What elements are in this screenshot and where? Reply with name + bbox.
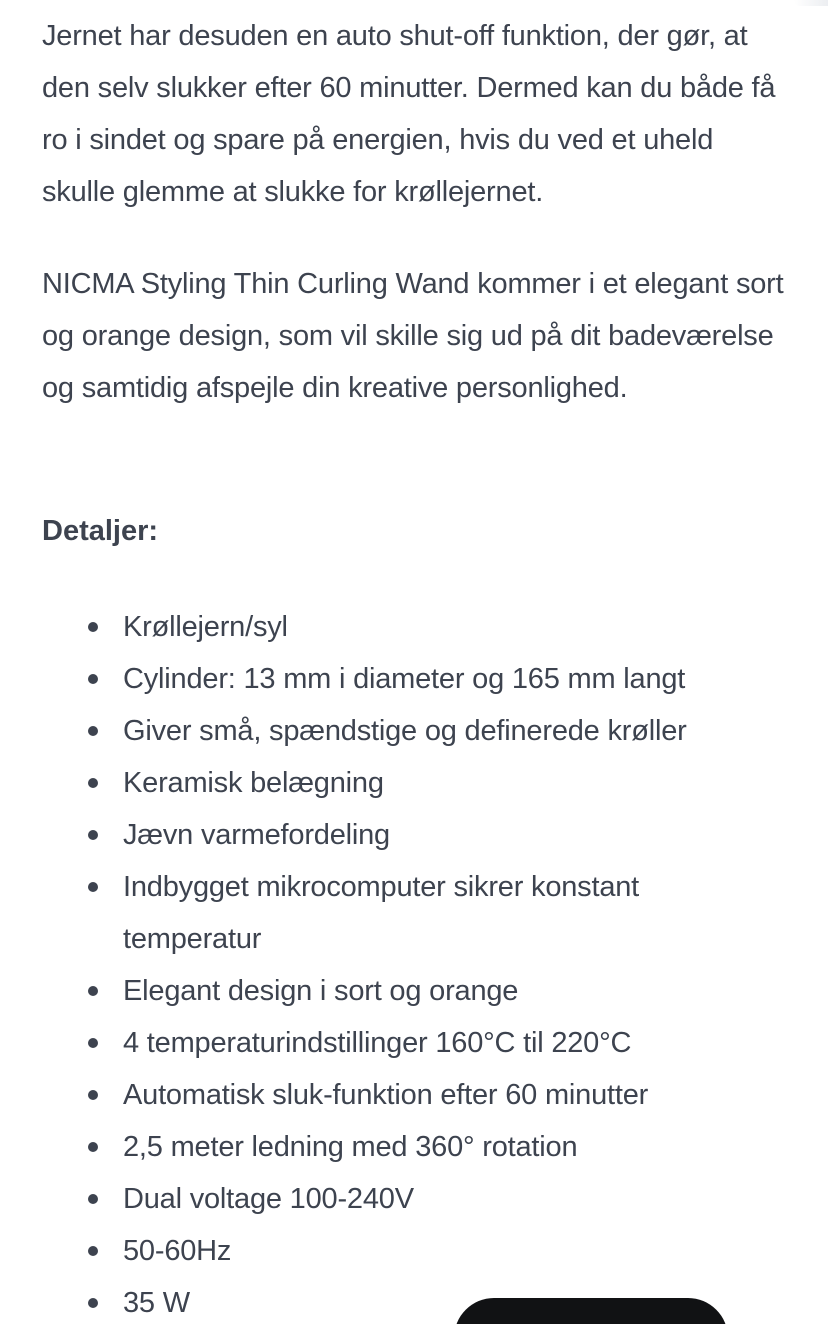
bullet-icon: [88, 1038, 98, 1048]
list-item: [42, 965, 742, 1017]
bullet-icon: [88, 1246, 98, 1256]
bullet-icon: [88, 986, 98, 996]
list-item-text: Indbygget mikrocomputer sikrer konstant temperatur: [123, 871, 640, 955]
list-item-text: Keramisk belægning: [123, 767, 384, 799]
bullet-icon: [88, 1194, 98, 1204]
list-item: [42, 757, 742, 809]
list-item: [42, 1069, 742, 1121]
list-item: [42, 1017, 742, 1069]
bullet-icon: [88, 1090, 98, 1100]
list-item: [42, 1121, 742, 1173]
list-item-text: 2,5 meter ledning med 360° rotation: [123, 1131, 578, 1163]
list-item-text: Krøllejern/syl: [123, 611, 288, 643]
bullet-icon: [88, 1298, 98, 1308]
list-item-text: Jævn varmefordeling: [123, 819, 390, 851]
list-item-text: 4 temperaturindstillinger 160°C til 220°C: [123, 1027, 632, 1059]
bullet-icon: [88, 726, 98, 736]
list-item-text: Cylinder: 13 mm i diameter og 165 mm langt: [123, 663, 686, 695]
list-item: [42, 705, 742, 757]
bullet-icon: [88, 674, 98, 684]
list-item-text: Elegant design i sort og orange: [123, 975, 519, 1007]
list-item: [42, 1173, 742, 1225]
list-item-text: Automatisk sluk-funktion efter 60 minutter: [123, 1079, 649, 1111]
list-item: [42, 653, 742, 705]
list-item-text: 35 W: [123, 1287, 190, 1319]
floating-action-button[interactable]: [454, 1298, 728, 1324]
bullet-icon: [88, 622, 98, 632]
list-item-text: 50-60Hz: [123, 1235, 232, 1267]
list-item-text: Dual voltage 100-240V: [123, 1183, 414, 1215]
scroll-indicator: [794, 0, 828, 6]
list-item: [42, 861, 683, 965]
list-item-text: Giver små, spændstige og definerede krøller: [123, 715, 687, 747]
description-paragraph-auto-shutoff: Jernet har desuden en auto shut-off funktion, der gør, at den selv slukker efter 60 minutter. Dermed kan du både få ro i sindet og spare på energien, hvis du ved et uheld skulle glemme at slukke for krøllejernet.: [42, 20, 776, 208]
bullet-icon: [88, 1142, 98, 1152]
details-list: [42, 601, 742, 1324]
description-paragraph-design: NICMA Styling Thin Curling Wand kommer i et elegant sort og orange design, som vil skille sig ud på dit badeværelse og samtidig afspejle din kreative personlighed.: [42, 268, 784, 404]
bullet-icon: [88, 830, 98, 840]
bullet-icon: [88, 882, 98, 892]
list-item: [42, 601, 742, 653]
list-item: [42, 1225, 742, 1277]
details-heading: Detaljer:: [42, 515, 159, 547]
list-item: [42, 809, 742, 861]
bullet-icon: [88, 778, 98, 788]
